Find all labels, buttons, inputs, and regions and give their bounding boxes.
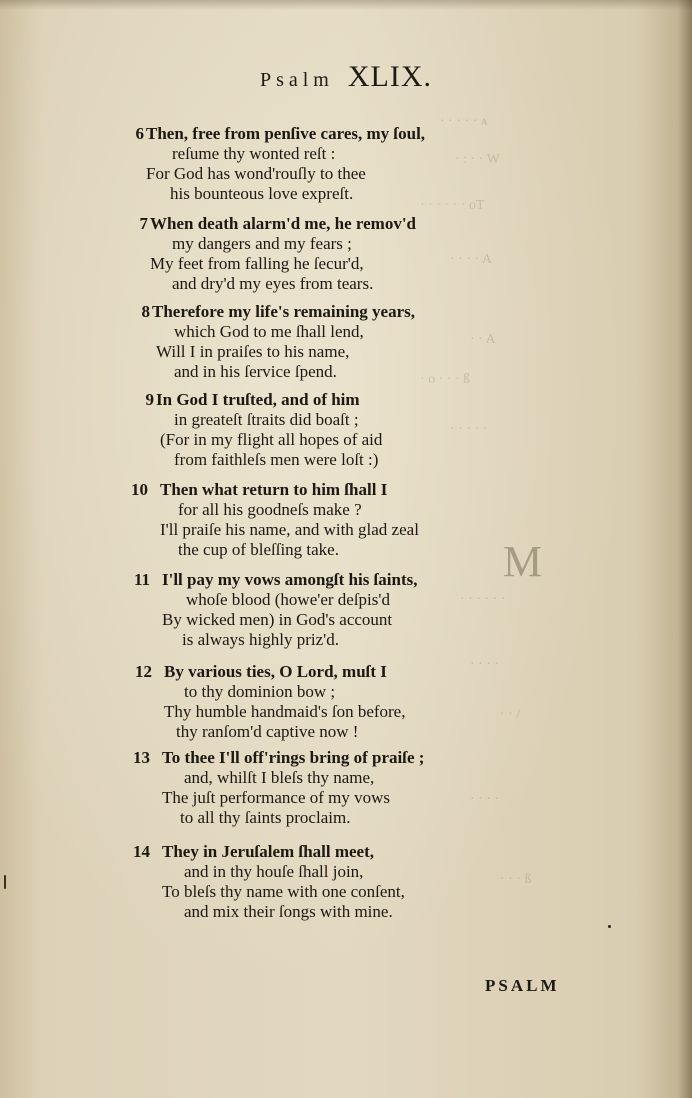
- stanza-line: whoſe blood (howe'er deſpis'd: [186, 590, 390, 609]
- stanza-number: 13: [133, 748, 150, 767]
- stanza-line: from faithleſs men were loſt :): [174, 450, 379, 469]
- show-through-9: · · · ·: [470, 657, 500, 672]
- stanza-line: to thy dominion bow ;: [184, 682, 336, 701]
- stanza-line: reſume thy wonted reſt :: [172, 144, 336, 163]
- stanza-line: To bleſs thy name with one conſent,: [162, 882, 405, 901]
- stanza-line: I'll pay my vows amongſt his ſaints,: [162, 570, 418, 589]
- stanza: [135, 662, 406, 742]
- title-word: Psalm: [259, 69, 334, 91]
- stanza-line: In God I truſted, and of him: [156, 390, 360, 409]
- stanza: [133, 748, 425, 828]
- show-through-7: · · · · ·: [450, 422, 488, 437]
- show-through-3: · · · · · · oT: [420, 198, 485, 213]
- stanza-line: for all his goodneſs make ?: [178, 500, 362, 519]
- stanza-number: 14: [133, 842, 150, 861]
- show-through-12: · · · ß: [500, 872, 532, 887]
- show-through-2: · : · · W: [455, 152, 500, 167]
- stanza-line: in greateſt ſtraits did boaſt ;: [174, 410, 359, 429]
- stanza: [141, 302, 415, 382]
- stanza-line: I'll praiſe his name, and with glad zeal: [160, 520, 419, 539]
- show-through-8: · · · · · ·: [460, 592, 506, 607]
- stanza-number: 10: [131, 480, 148, 499]
- stanza-line: To thee I'll off'rings bring of praiſe ;: [162, 748, 425, 767]
- stanza-line: his bounteous love expreſt.: [170, 184, 354, 203]
- stanza-line: The juſt performance of my vows: [162, 788, 391, 807]
- stanza-line: and, whilſt I bleſs thy name,: [184, 768, 375, 787]
- stanza: [145, 390, 383, 470]
- stanza-line: and dry'd my eyes from tears.: [172, 274, 374, 293]
- stanza-line: Therefore my life's remaining years,: [152, 302, 415, 321]
- stanza: [133, 570, 418, 650]
- stanza-line: my dangers and my fears ;: [172, 234, 352, 253]
- show-through-m: M: [503, 537, 543, 586]
- stanza-line: which God to me ſhall lend,: [174, 322, 364, 341]
- show-through-5: · · A: [470, 332, 496, 347]
- stanza-number: 7: [139, 214, 148, 233]
- stanza-line: Then what return to him ſhall I: [160, 480, 388, 499]
- stanza-line: My feet from falling he ſecur'd,: [150, 254, 364, 273]
- stanza-number: 12: [135, 662, 152, 681]
- stanza-number: 9: [145, 390, 154, 409]
- stanza-number: 6: [135, 124, 144, 143]
- stanza-line: to all thy ſaints proclaim.: [180, 808, 351, 827]
- show-through-6: · ᴏ · · · ß: [420, 372, 471, 387]
- stanza-number: 8: [141, 302, 150, 321]
- stanza-line: is always highly priz'd.: [182, 630, 339, 649]
- stanza-line: For God has wond'rouſly to thee: [146, 164, 366, 183]
- ink-speck: [608, 925, 611, 928]
- show-through-11: · · · ·: [470, 792, 500, 807]
- stanza-line: and in his ſervice ſpend.: [174, 362, 337, 381]
- stanza-line: Thy humble handmaid's ſon before,: [164, 702, 406, 721]
- page-title: [0, 60, 692, 94]
- show-through-1: · · · · · ᴀ: [440, 114, 488, 129]
- stanza-line: They in Jeruſalem ſhall meet,: [162, 842, 375, 861]
- stanza: [139, 214, 417, 294]
- stanza-line: and in thy houſe ſhall join,: [184, 862, 364, 881]
- stanza: [131, 480, 419, 560]
- stanza-line: By various ties, O Lord, muſt I: [164, 662, 387, 681]
- stanza-line: and mix their ſongs with mine.: [184, 902, 393, 921]
- catchword: PSALM: [485, 976, 560, 995]
- stanza-number: 11: [133, 570, 150, 589]
- show-through-10: · · /: [500, 707, 521, 722]
- stanza: [135, 124, 426, 204]
- stanza-line: When death alarm'd me, he remov'd: [150, 214, 417, 233]
- stanza-line: the cup of bleſſing take.: [178, 540, 339, 559]
- stanza-line: (For in my flight all hopes of aid: [160, 430, 383, 449]
- top-shadow: [0, 0, 692, 10]
- edge-shadow: [678, 0, 692, 1098]
- stanza: [133, 842, 405, 922]
- show-through-4: · · · · A: [450, 252, 492, 267]
- title-number: XLIX.: [347, 60, 433, 93]
- margin-mark: [4, 875, 6, 889]
- stanza-line: By wicked men) in God's account: [162, 610, 393, 629]
- stanza-line: Then, free from penſive cares, my ſoul,: [146, 124, 426, 143]
- stanza-line: thy ranſom'd captive now !: [176, 722, 359, 741]
- stanza-line: Will I in praiſes to his name,: [156, 342, 350, 361]
